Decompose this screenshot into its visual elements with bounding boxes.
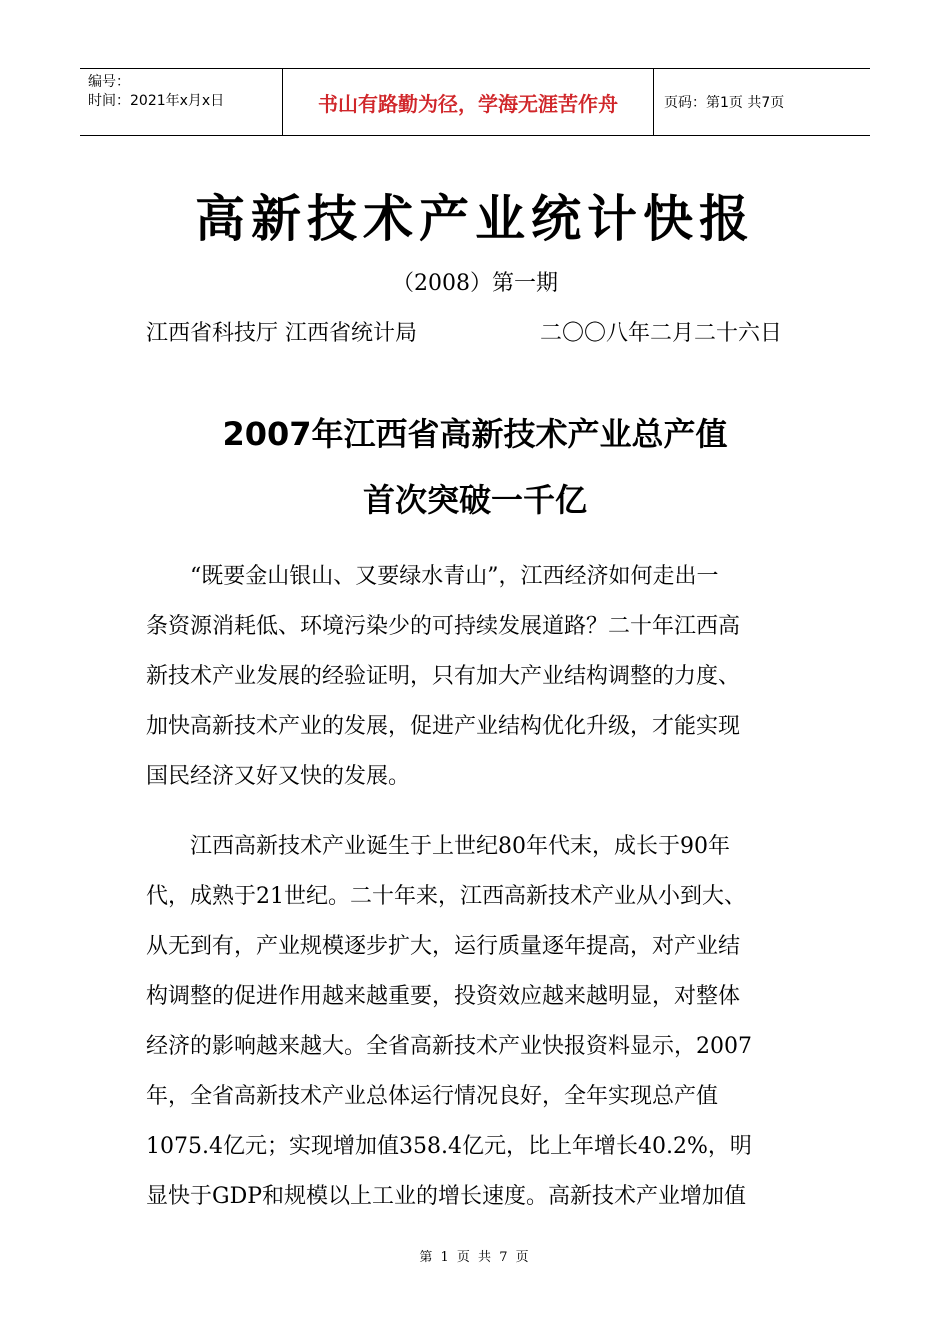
paragraph-line: 代，成熟于21世纪。二十年来，江西高新技术产业从小到大、 — [146, 884, 746, 909]
header-table — [80, 68, 870, 136]
document-title: 高新技术产业统计快报 — [195, 189, 755, 248]
paragraph-line: 显快于GDP和规模以上工业的增长速度。高新技术产业增加值 — [146, 1184, 747, 1209]
paragraph-line: 构调整的促进作用越来越重要，投资效应越来越明显，对整体 — [146, 984, 741, 1009]
paragraph-line: 从无到有，产业规模逐步扩大，运行质量逐年提高，对产业结 — [146, 934, 741, 959]
issuing-organizations: 江西省科技厅 江西省统计局 — [146, 321, 417, 346]
paragraph-line: 1075.4亿元；实现增加值358.4亿元，比上年增长40.2%，明 — [146, 1134, 752, 1159]
header-left-cell — [80, 69, 282, 135]
time-label: 时间：2021年x月x日 — [88, 93, 225, 109]
issue-number: （2008）第一期 — [392, 271, 558, 296]
paragraph-line: 加快高新技术产业的发展，促进产业结构优化升级，才能实现 — [146, 714, 741, 739]
headline-line-2: 首次突破一千亿 — [362, 481, 587, 519]
headline-line-1: 2007年江西省高新技术产业总产值 — [222, 415, 728, 453]
paragraph-line: 国民经济又好又快的发展。 — [146, 764, 411, 789]
paragraph-line: 新技术产业发展的经验证明，只有加大产业结构调整的力度、 — [146, 664, 741, 689]
paragraph-line: “既要金山银山、又要绿水青山”，江西经济如何走出一 — [190, 564, 719, 589]
page-footer: 第 1 页 共 7 页 — [419, 1250, 531, 1265]
paragraph-2 — [146, 822, 796, 1222]
paragraph-1 — [146, 552, 796, 802]
number-label: 编号： — [88, 74, 130, 90]
paragraph-line: 江西高新技术产业诞生于上世纪80年代末，成长于90年 — [190, 834, 730, 859]
paragraph-line: 条资源消耗低、环境污染少的可持续发展道路？二十年江西高 — [146, 614, 741, 639]
header-page-code: 页码：第1页 共7页 — [664, 95, 785, 111]
paragraph-line: 经济的影响越来越大。全省高新技术产业快报资料显示，2007 — [146, 1034, 752, 1059]
header-motto: 书山有路勤为径，学海无涯苦作舟 — [282, 69, 654, 135]
issue-date: 二〇〇八年二月二十六日 — [540, 321, 783, 346]
paragraph-line: 年，全省高新技术产业总体运行情况良好，全年实现总产值 — [146, 1084, 719, 1109]
